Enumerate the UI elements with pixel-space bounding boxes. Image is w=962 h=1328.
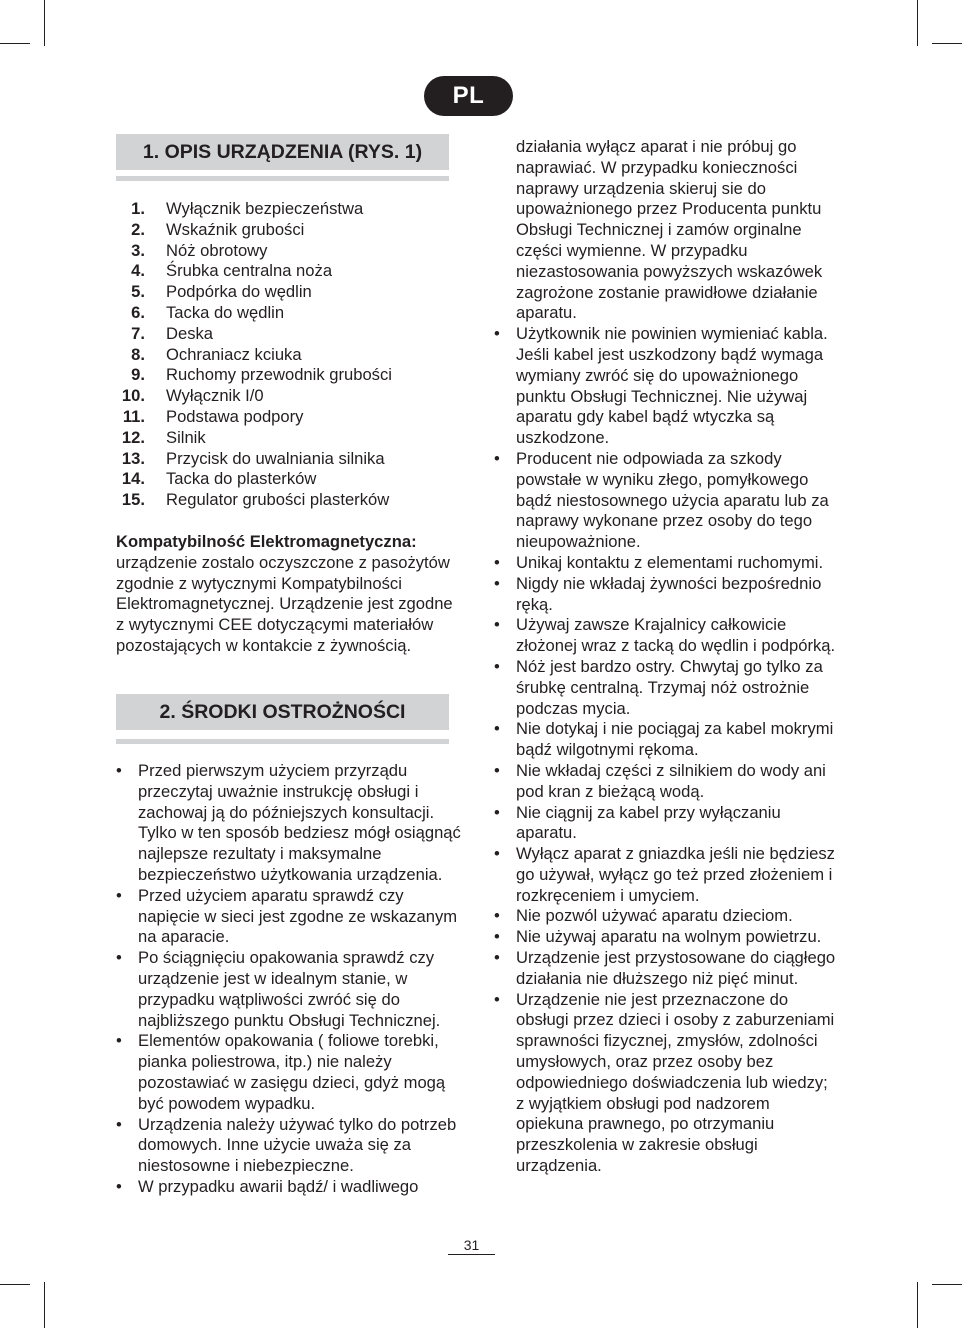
bullet-text: Używaj zawsze Krajalnicy całkowicie złożonej wraz z tacką do wędlin i podpórką. [516,615,836,656]
item-text: Tacka do plasterków [166,469,317,489]
list-item [116,948,461,1031]
parts-list [116,199,446,511]
item-number: 2. [131,219,145,239]
item-number: 3. [131,240,145,260]
emc-text: urządzenie zostalo oczyszczone z pasożytów zgodnie z wytycznymi Kompatybilności Elektromagnetycznej. Urządzenie jest zgodne z wytycznymi CEE dotyczącymi materiałów pozostających w kontakcie z żywnością. [116,552,453,655]
item-number: 9. [131,365,145,385]
bullet-icon: • [116,1031,122,1051]
list-item [494,990,839,1177]
list-item [494,927,839,948]
bullet-icon: • [494,656,500,676]
page-number-rule [448,1254,495,1255]
item-number: 10. [121,386,145,406]
bullet-text: Urządzenia należy używać tylko do potrzeb domowych. Inne użycie uważa się za niestosowne i niebezpieczne. [138,1114,457,1176]
bullet-text: Przed pierwszym użyciem przyrządu przeczytaj uważnie instrukcję obsługi i zachowaj ją do późniejszych konsultacji. Tylko w ten sposób bedziesz mógł osiągnąć najlepsze rezultaty i maksymalne bezpieczeństwo użytkowania urządzenia. [138,761,461,884]
item-number: 12. [121,427,145,447]
item-text: Nóż obrotowy [166,240,268,260]
item-text: Silnik [166,427,206,447]
bullet-icon: • [494,802,500,822]
bullet-icon: • [494,448,500,468]
list-item [116,1177,461,1198]
item-text: Deska [166,323,214,343]
list-item [116,761,461,886]
list-item [494,906,839,927]
bullet-text: Unikaj kontaktu z elementami ruchomymi. [516,552,824,572]
list-item [494,553,839,574]
bullet-icon: • [494,927,500,947]
heading-underline [116,739,449,744]
item-number: 14. [121,469,145,489]
item-number: 7. [131,323,145,343]
bullet-icon: • [494,719,500,739]
list-item [494,449,839,553]
emc-paragraph [116,532,456,657]
item-text: Wyłącznik I/0 [166,386,264,406]
item-text: Ruchomy przewodnik grubości [166,365,392,385]
list-item [116,449,446,470]
list-item [116,199,446,220]
crop-mark [917,1282,918,1328]
list-item [116,428,446,449]
item-text: Regulator grubości plasterków [166,490,390,510]
bullet-text: Urządzenie nie jest przeznaczone do obsługi przez dzieci i osoby z zaburzeniami sprawności fizycznej, zmysłów, zdolności umysłowych, oraz przez osoby bez odpowiedniego doświadczenia lub wiedzy; z wyjątkiem obsługi pod nadzorem opiekuna prawnego, po otrzymaniu przeszkolenia w zakresie obsługi urządzenia. [516,989,835,1176]
bullet-text: Nie wkładaj części z silnikiem do wody ani pod kran z bieżącą wodą. [516,760,826,801]
section-1-heading: 1. OPIS URZĄDZENIA (RYS. 1) [116,134,449,170]
list-item [494,657,839,719]
bullet-text: W przypadku awarii bądź/ i wadliwego [138,1176,419,1196]
crop-mark [0,1284,30,1285]
precautions-list-right [494,324,839,1177]
item-number: 6. [131,302,145,322]
bullet-icon: • [494,844,500,864]
list-item [116,261,446,282]
item-text: Podstawa podpory [166,406,304,426]
item-text: Przycisk do uwalniania silnika [166,448,385,468]
list-item [494,719,839,761]
list-item [116,469,446,490]
list-item [494,844,839,906]
item-number: 15. [121,490,145,510]
list-item [494,324,839,449]
item-number: 8. [131,344,145,364]
section-2-heading: 2. ŚRODKI OSTROŻNOŚCI [116,694,449,730]
precautions-list-left [116,761,461,1198]
bullet-text: Użytkownik nie powinien wymieniać kabla. Jeśli kabel jest uszkodzony bądź wymaga wymiany zwróć się do upoważnionego punktu Obsługi Technicznej. Nie używaj aparatu gdy kabel bądź wtyczka są uszkodzone. [516,324,828,448]
bullet-text: Nie używaj aparatu na wolnym powietrzu. [516,927,822,947]
bullet-icon: • [494,760,500,780]
bullet-text: Po ściągnięciu opakowania sprawdź czy urządzenie jest w idealnym stanie, w przypadku wątpliwości zwróć się do najbliższego punktu Obsługi Technicznej. [138,948,441,1030]
list-item [494,803,839,845]
item-number: 5. [131,282,145,302]
list-item [494,761,839,803]
item-text: Tacka do wędlin [166,302,285,322]
crop-mark [932,1284,962,1285]
item-text: Ochraniacz kciuka [166,344,302,364]
crop-mark [44,0,45,46]
list-item [116,1115,461,1177]
bullet-text: Nóż jest bardzo ostry. Chwytaj go tylko za śrubkę centralną. Trzymaj nóż ostrożnie podczas mycia. [516,656,823,718]
bullet-text: Elementów opakowania ( foliowe torebki, pianka poliestrowa, itp.) nie należy pozostawiać w zasięgu dzieci, gdyż mogą być powodem wypadku. [138,1031,446,1113]
item-number: 1. [131,199,145,218]
item-text: Podpórka do wędlin [166,282,312,302]
list-item [494,615,839,657]
bullet-icon: • [116,885,122,905]
bullet-icon: • [494,615,500,635]
bullet-icon: • [116,1114,122,1134]
bullet-text: Wyłącz aparat z gniazdka jeśli nie będziesz go używał, wyłącz go też przed złożeniem i rozkręceniem i umyciem. [516,844,835,905]
language-badge: PL [424,76,513,116]
list-item [116,282,446,303]
crop-mark [44,1282,45,1328]
list-item [116,886,461,948]
list-item [116,345,446,366]
crop-mark [932,43,962,44]
bullet-text: Urządzenie jest przystosowane do ciągłego działania nie dłuższego niż pięć minut. [516,948,836,988]
bullet-icon: • [494,324,500,344]
item-text: Wskaźnik grubości [166,219,305,239]
bullet-icon: • [494,989,500,1009]
crop-mark [917,0,918,46]
bullet-text: Nie dotykaj i nie pociągaj za kabel mokrymi bądź wilgotnymi rękoma. [516,719,834,760]
list-item [116,365,446,386]
bullet-icon: • [494,948,500,968]
item-text: Wyłącznik bezpieczeństwa [166,199,364,218]
bullet-text: Producent nie odpowiada za szkody powstałe w wyniku złego, pomyłkowego bądź niestosownego użycia aparatu lub za naprawy wykonane przez osoby do tego nieupoważnione. [516,448,829,552]
bullet-icon: • [494,906,500,926]
precautions-column-right [494,137,839,1177]
list-item [116,407,446,428]
bullet-icon: • [116,948,122,968]
bullet-icon: • [116,761,122,780]
list-item [116,386,446,407]
emc-title: Kompatybilność Elektromagnetyczna: [116,532,417,551]
bullet-text: Nigdy nie wkładaj żywności bezpośrednio ręką. [516,573,822,614]
list-item [116,241,446,262]
bullet-icon: • [494,573,500,593]
item-text: Śrubka centralna noża [166,261,333,281]
bullet-text: Nie ciągnij za kabel przy wyłączaniu aparatu. [516,802,781,843]
bullet-icon: • [116,1176,122,1196]
item-number: 4. [131,261,145,281]
list-item [116,1031,461,1114]
list-item [116,220,446,241]
continued-paragraph: działania wyłącz aparat i nie próbuj go naprawiać. W przypadku konieczności naprawy urządzenia skieruj sie do upoważnionego przez Producenta punktu Obsługi Technicznej i zamów orginalne części wymienne. W przypadku niezastosowania powyższych wskazówek zagrożone zostanie prawidłowe działanie aparatu. [516,137,823,323]
list-item [494,574,839,616]
bullet-text: Przed użyciem aparatu sprawdź czy napięcie w sieci jest zgodne ze wskazanym na aparacie. [138,885,458,947]
item-number: 11. [122,406,145,426]
page-number: 31 [463,1237,480,1253]
heading-underline [116,176,449,181]
list-item [116,324,446,345]
bullet-icon: • [494,552,500,572]
bullet-text: Nie pozwól używać aparatu dzieciom. [516,906,793,926]
list-item [116,303,446,324]
crop-mark [0,43,30,44]
list-item [494,948,839,990]
list-item [116,490,446,511]
item-number: 13. [121,448,145,468]
